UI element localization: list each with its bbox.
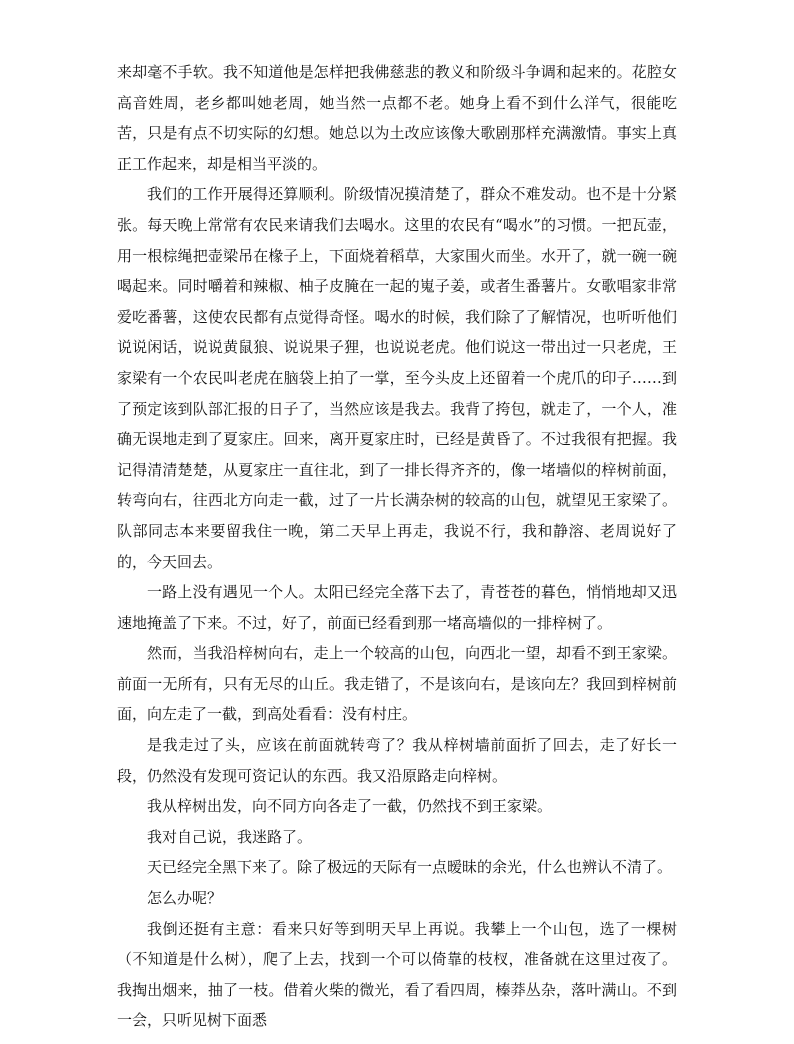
- paragraph-10: 我倒还挺有主意：看来只好等到明天早上再说。我攀上一个山包，选了一棵树（不知道是什么树），爬了上去，找到一个可以倚靠的枝杈，准备就在这里过夜了。我掏出烟来，抽了一枝。借着火柴的微光，看了看四周，榛莽丛杂，落叶满山。不到一会，只听见树下面悉: [117, 919, 677, 1030]
- paragraph-1: 来却毫不手软。我不知道他是怎样把我佛慈悲的教义和阶级斗争调和起来的。花腔女高音姓周，老乡都叫她老周，她当然一点都不老。她身上看不到什么洋气，很能吃苦，只是有点不切实际的幻想。她总以为土改应该像大歌剧那样充满激情。事实上真正工作起来，却是相当平淡的。: [117, 63, 677, 173]
- paragraph-2: 我们的工作开展得还算顺利。阶级情况摸清楚了，群众不难发动。也不是十分紧张。每天晚上常常有农民来请我们去喝水。这里的农民有“喝水”的习惯。一把瓦壶，用一根棕绳把壶梁吊在椽子上，下面烧着稻草，大家围火而坐。水开了，就一碗一碗喝起来。同时嚼着和辣椒、柚子皮腌在一起的嵬子姜，或者生番薯片。女歌唱家非常爱吃番薯，这使农民都有点觉得奇怪。喝水的时候，我们除了了解情况，也听听他们说说闲话，说说黄鼠狼、说说果子狸，也说说老虎。他们说这一带出过一只老虎，王家梁有一个农民叫老虎在脑袋上拍了一掌，至今头皮上还留着一个虎爪的印子……到了预定该到队部汇报的日子了，当然应该是我去。我背了挎包，就走了，一个人，准确无误地走到了夏家庄。回来，离开夏家庄时，已经是黄昏了。不过我很有把握。我记得清清楚楚，从夏家庄一直往北，到了一排长得齐齐的，像一堵墙似的梓树前面，转弯向右，往西北方向走一截，过了一片长满杂树的较高的山包，就望见王家梁了。队部同志本来要留我住一晚，第二天早上再走，我说不行，我和静溶、老周说好了的，今天回去。: [117, 185, 677, 571]
- paragraph-9: 怎么办呢？: [147, 889, 223, 908]
- paragraph-4: 然而，当我沿梓树向右，走上一个较高的山包，向西北一望，却看不到王家梁。前面一无所有，只有无尽的山丘。我走错了，不是该向右，是该向左？我回到梓树前面，向左走了一截，到高处看看：没有村庄。: [117, 644, 677, 724]
- paragraph-3: 一路上没有遇见一个人。太阳已经完全落下去了，青苍苍的暮色，悄悄地却又迅速地掩盖了下来。不过，好了，前面已经看到那一堵高墙似的一排梓树了。: [117, 583, 677, 632]
- paragraph-7: 我对自己说，我迷路了。: [147, 827, 313, 846]
- paragraph-8: 天已经完全黑下来了。除了极远的天际有一点暧昧的余光，什么也辨认不清了。: [147, 858, 673, 877]
- body-text: [117, 57, 677, 1036]
- paragraph-5: 是我走过了头，应该在前面就转弯了？我从梓树墙前面折了回去，走了好长一段，仍然没有发现可资记认的东西。我又沿原路走向梓树。: [117, 736, 677, 785]
- paragraph-6: 我从梓树出发，向不同方向各走了一截，仍然找不到王家梁。: [147, 797, 553, 816]
